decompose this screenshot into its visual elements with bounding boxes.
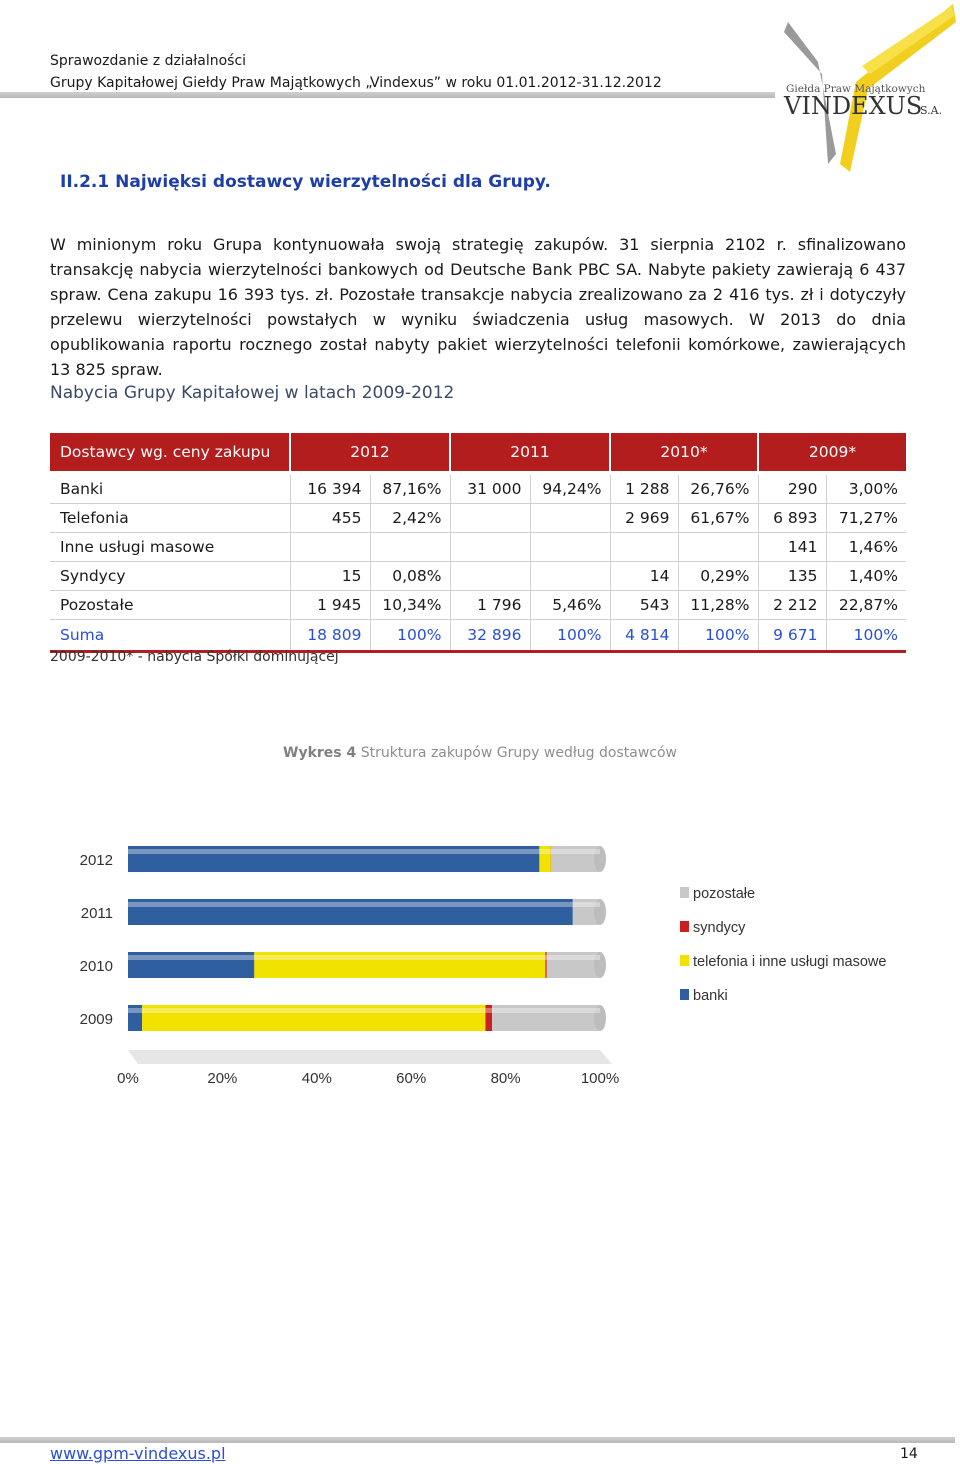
- table-cell: 61,67%: [678, 504, 758, 533]
- table-cell: 6 893: [758, 504, 826, 533]
- row-label: Banki: [50, 475, 290, 504]
- table-cell: [610, 533, 678, 562]
- x-tick-label: 60%: [396, 1070, 427, 1087]
- row-label: Telefonia: [50, 504, 290, 533]
- table-cell: 4 814: [610, 620, 678, 652]
- table-cell: [450, 562, 530, 591]
- table-cell: 100%: [826, 620, 906, 652]
- header-cell-2011: 2011: [450, 433, 610, 471]
- table-row: [50, 591, 906, 620]
- header-company-period: Grupy Kapitałowej Giełdy Praw Majątkowych „Vindexus” w roku 01.01.2012-31.12.2012: [50, 75, 662, 91]
- table-cell: 0,08%: [370, 562, 450, 591]
- table-cell: 15: [290, 562, 370, 591]
- bar-highlight: [128, 902, 600, 907]
- table-cell: [530, 533, 610, 562]
- table-cell: 2,42%: [370, 504, 450, 533]
- table-cell: 455: [290, 504, 370, 533]
- table-cell: 1 796: [450, 591, 530, 620]
- table-cell: 32 896: [450, 620, 530, 652]
- bar-highlight: [128, 955, 600, 960]
- legend-swatch: [680, 955, 689, 966]
- table-footnote: 2009-2010* - nabycia Spółki dominującej: [50, 649, 339, 665]
- row-label: Pozostałe: [50, 591, 290, 620]
- header-cell-2012: 2012: [290, 433, 450, 471]
- table-cell: 290: [758, 475, 826, 504]
- table-cell: 100%: [678, 620, 758, 652]
- x-tick-label: 0%: [117, 1070, 139, 1087]
- table-cell: [370, 533, 450, 562]
- table-row: [50, 475, 906, 504]
- category-label: 2011: [80, 905, 113, 922]
- legend-label: telefonia i inne usługi masowe: [693, 954, 887, 970]
- header-report-title: Sprawozdanie z działalności: [50, 53, 247, 69]
- table-cell: [530, 504, 610, 533]
- table-cell: 26,76%: [678, 475, 758, 504]
- x-tick-label: 100%: [580, 1070, 620, 1087]
- bar-highlight: [128, 849, 600, 854]
- svg-text:VINDEXUS: VINDEXUS: [784, 92, 923, 120]
- footer-website-link[interactable]: www.gpm-vindexus.pl: [50, 1444, 226, 1463]
- table-cell: 2 212: [758, 591, 826, 620]
- table-cell: 1 945: [290, 591, 370, 620]
- vindexus-logo: [778, 4, 958, 176]
- table-header-row: [50, 433, 906, 471]
- footer-rule: [0, 1437, 955, 1443]
- table-cell: 22,87%: [826, 591, 906, 620]
- table-cell: [450, 504, 530, 533]
- table-cell: 5,46%: [530, 591, 610, 620]
- table-row: [50, 504, 906, 533]
- table-cell: [530, 562, 610, 591]
- table-cell: 11,28%: [678, 591, 758, 620]
- category-label: 2012: [79, 852, 113, 869]
- table-cell: 18 809: [290, 620, 370, 652]
- category-label: 2009: [79, 1011, 113, 1028]
- table-row: [50, 562, 906, 591]
- table-cell: [450, 533, 530, 562]
- table-cell: 100%: [530, 620, 610, 652]
- table-cell: 141: [758, 533, 826, 562]
- bar-highlight: [128, 1008, 600, 1013]
- legend-label: banki: [693, 988, 728, 1004]
- table-cell: 87,16%: [370, 475, 450, 504]
- legend-swatch: [680, 887, 689, 898]
- chart-caption: [0, 745, 960, 761]
- body-paragraph: W minionym roku Grupa kontynuowała swoją strategię zakupów. 31 sierpnia 2102 r. sfinalizowano transakcję nabycia wierzytelności bankowych od Deutsche Bank PBC SA. Nabyte pakiety zawierają 6 437 spraw. Cena zakupu 16 393 tys. zł. Pozostałe transakcje nabycia zrealizowano za 2 416 tys. zł i dotyczyły przelewu wierzytelności powstałych w wyniku świadczenia usług masowych. W 2013 do dnia opublikowania raportu rocznego został nabyty pakiet wierzytelności telefonii komórkowe, zawierających 13 825 spraw.: [50, 235, 906, 379]
- chart-caption-text: Struktura zakupów Grupy według dostawców: [360, 745, 677, 761]
- table-cell: 1 288: [610, 475, 678, 504]
- chart-floor: [128, 1050, 612, 1064]
- table-cell: 0,29%: [678, 562, 758, 591]
- header-rule: [0, 92, 775, 98]
- table-cell: 16 394: [290, 475, 370, 504]
- table-cell: 100%: [370, 620, 450, 652]
- svg-text:Giełda Praw Majątkowych: Giełda Praw Majątkowych: [786, 83, 926, 95]
- table-sum-row: [50, 620, 906, 652]
- x-tick-label: 20%: [207, 1070, 238, 1087]
- header-cell-supplier: Dostawcy wg. ceny zakupu: [50, 433, 290, 471]
- suppliers-table: [50, 433, 906, 653]
- table-row: [50, 533, 906, 562]
- table-cell: [290, 533, 370, 562]
- table-cell: [678, 533, 758, 562]
- table-cell: 1,40%: [826, 562, 906, 591]
- chart-caption-label: Wykres 4: [283, 745, 357, 761]
- row-label: Syndycy: [50, 562, 290, 591]
- table-cell: 71,27%: [826, 504, 906, 533]
- legend-label: pozostałe: [693, 886, 756, 902]
- table-cell: 3,00%: [826, 475, 906, 504]
- table-cell: 135: [758, 562, 826, 591]
- header-cell-2010: 2010*: [610, 433, 758, 471]
- svg-text:S.A.: S.A.: [920, 104, 943, 117]
- legend-swatch: [680, 989, 689, 1000]
- table-cell: 31 000: [450, 475, 530, 504]
- table-cell: 10,34%: [370, 591, 450, 620]
- footer-page-number: 14: [900, 1446, 918, 1462]
- table-caption: Nabycia Grupy Kapitałowej w latach 2009-2012: [50, 383, 455, 403]
- header-cell-2009: 2009*: [758, 433, 906, 471]
- table-cell: 94,24%: [530, 475, 610, 504]
- table-cell: 543: [610, 591, 678, 620]
- x-tick-label: 80%: [490, 1070, 521, 1087]
- row-label: Suma: [50, 620, 290, 652]
- supplier-structure-chart: [0, 800, 960, 1100]
- table-cell: 9 671: [758, 620, 826, 652]
- table-body: [50, 471, 906, 652]
- table-cell: 2 969: [610, 504, 678, 533]
- x-tick-label: 40%: [301, 1070, 332, 1087]
- row-label: Inne usługi masowe: [50, 533, 290, 562]
- section-title: II.2.1 Najwięksi dostawcy wierzytelności dla Grupy.: [60, 172, 551, 192]
- category-label: 2010: [79, 958, 113, 975]
- legend-swatch: [680, 921, 689, 932]
- legend-label: syndycy: [693, 920, 746, 936]
- table-cell: 1,46%: [826, 533, 906, 562]
- table-cell: 14: [610, 562, 678, 591]
